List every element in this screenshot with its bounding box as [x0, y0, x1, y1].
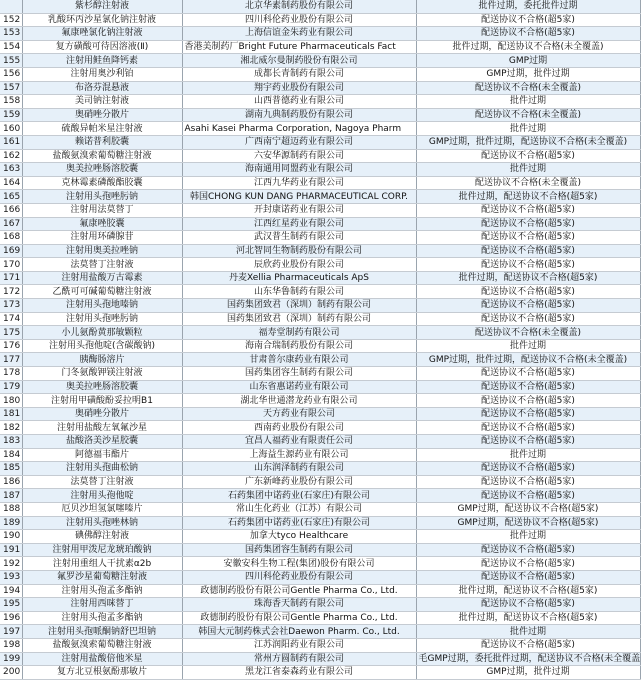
- reason-cell: GMP过期，配送协议不合格(超5家): [416, 502, 640, 516]
- manufacturer-cell: 上海益生源药业有限公司: [182, 448, 416, 462]
- reason-cell: 批件过期，配送协议不合格(超5家): [416, 190, 640, 204]
- reason-cell: 配送协议不合格(超5家): [416, 638, 640, 652]
- reason-cell: GMP过期，批件过期，配送协议不合格(未全覆盖): [416, 353, 640, 367]
- reason-cell: 批件过期，配送协议不合格(超5家): [416, 611, 640, 625]
- reason-cell: 配送协议不合格(超5家): [416, 27, 640, 41]
- row-number-cell: 185: [0, 462, 22, 476]
- row-number-cell: 192: [0, 557, 22, 571]
- drug-name-cell: 复方磺酸可待因溶液(Ⅱ): [22, 40, 182, 54]
- table-row: [0, 502, 640, 516]
- manufacturer-cell: 武汉普生制药有限公司: [182, 231, 416, 245]
- table-row: [0, 475, 640, 489]
- table-row: [0, 217, 640, 231]
- row-number-cell: 195: [0, 598, 22, 612]
- reason-cell: GMP过期，批件过期: [416, 67, 640, 81]
- table-row: [0, 326, 640, 340]
- manufacturer-cell: 珠海香天制药有限公司: [182, 598, 416, 612]
- drug-name-cell: 注射用头孢曲松钠: [22, 462, 182, 476]
- drug-name-cell: 氟康唑氯化钠注射液: [22, 27, 182, 41]
- reason-cell: 批件过期，委托批件过期: [416, 0, 640, 13]
- manufacturer-cell: 香港美制药厂Bright Future Pharmaceuticals Fact: [182, 40, 416, 54]
- reason-cell: 配送协议不合格(超5家): [416, 244, 640, 258]
- drug-name-cell: 注射用头孢他啶: [22, 489, 182, 503]
- table-row: [0, 176, 640, 190]
- manufacturer-cell: 甘肃普尔康药业有限公司: [182, 353, 416, 367]
- table-row: [0, 638, 640, 652]
- row-number-cell: 169: [0, 244, 22, 258]
- drug-name-cell: 碘佛醇注射液: [22, 530, 182, 544]
- row-number-cell: 193: [0, 570, 22, 584]
- drug-name-cell: 奥美拉唑肠溶胶囊: [22, 163, 182, 177]
- reason-cell: 配送协议不合格(未全覆盖): [416, 326, 640, 340]
- row-number-cell: 153: [0, 27, 22, 41]
- manufacturer-cell: 成都长青制药有限公司: [182, 67, 416, 81]
- table-row: [0, 462, 640, 476]
- manufacturer-cell: 石药集团中诺药业(石家庄)有限公司: [182, 489, 416, 503]
- table-row: [0, 312, 640, 326]
- table-row: [0, 380, 640, 394]
- manufacturer-cell: 四川科伦药业股份有限公司: [182, 13, 416, 27]
- row-number-cell: 194: [0, 584, 22, 598]
- reason-cell: 批件过期: [416, 163, 640, 177]
- drug-name-cell: 注射用头孢孟多酯钠: [22, 611, 182, 625]
- manufacturer-cell: 江苏润阳药业有限公司: [182, 638, 416, 652]
- table-row: [0, 108, 640, 122]
- table-row: [0, 448, 640, 462]
- reason-cell: 配送协议不合格(超5家): [416, 435, 640, 449]
- table-row: [0, 13, 640, 27]
- drug-name-cell: 硫酸异帕米星注射液: [22, 122, 182, 136]
- reason-cell: 批件过期: [416, 122, 640, 136]
- row-number-cell: 186: [0, 475, 22, 489]
- manufacturer-cell: 丹麦Xellia Pharmaceuticals ApS: [182, 271, 416, 285]
- reason-cell: 配送协议不合格(未全覆盖): [416, 81, 640, 95]
- table-row: [0, 40, 640, 54]
- reason-cell: 配送协议不合格(超5家): [416, 203, 640, 217]
- reason-cell: 配送协议不合格(未全覆盖): [416, 108, 640, 122]
- manufacturer-cell: 加拿大tyco Healthcare: [182, 530, 416, 544]
- manufacturer-cell: 天方药业有限公司: [182, 407, 416, 421]
- row-number-cell: 179: [0, 380, 22, 394]
- manufacturer-cell: 海南通用同盟药业有限公司: [182, 163, 416, 177]
- reason-cell: 配送协议不合格(超5家): [416, 543, 640, 557]
- reason-cell: 配送协议不合格(超5家): [416, 407, 640, 421]
- drug-name-cell: 注射用奥沙利铂: [22, 67, 182, 81]
- reason-cell: 配送协议不合格(超5家): [416, 231, 640, 245]
- row-number-cell: 188: [0, 502, 22, 516]
- drug-name-cell: 注射用盐酸倍他米星: [22, 652, 182, 666]
- row-number-cell: 171: [0, 271, 22, 285]
- table-row: [0, 122, 640, 136]
- drug-name-cell: 厄贝沙坦氢氯噻嗪片: [22, 502, 182, 516]
- reason-cell: 批件过期: [416, 339, 640, 353]
- table-row: [0, 489, 640, 503]
- drug-name-cell: 小儿氨酚黄那敏颗粒: [22, 326, 182, 340]
- row-number-cell: 187: [0, 489, 22, 503]
- reason-cell: 配送协议不合格(超5家): [416, 462, 640, 476]
- manufacturer-cell: 宜昌人福药业有限责任公司: [182, 435, 416, 449]
- reason-cell: 批件过期: [416, 448, 640, 462]
- drug-name-cell: 注射用奥美拉唑钠: [22, 244, 182, 258]
- row-number-cell: 181: [0, 407, 22, 421]
- row-number-cell: 197: [0, 625, 22, 639]
- row-number-cell: 182: [0, 421, 22, 435]
- table-row: [0, 81, 640, 95]
- drug-name-cell: 奥美拉唑肠溶胶囊: [22, 380, 182, 394]
- row-number-cell: 165: [0, 190, 22, 204]
- table-row: [0, 0, 640, 13]
- reason-cell: GMP过期，配送协议不合格(超5家): [416, 516, 640, 530]
- row-number-cell: 172: [0, 285, 22, 299]
- table-row: [0, 27, 640, 41]
- row-number-cell: [0, 0, 22, 13]
- manufacturer-cell: 河北智同生物制药股份有限公司: [182, 244, 416, 258]
- manufacturer-cell: 北京华素制药股份有限公司: [182, 0, 416, 13]
- manufacturer-cell: 福寿堂制药有限公司: [182, 326, 416, 340]
- row-number-cell: 166: [0, 203, 22, 217]
- drug-name-cell: 注射用头孢唑林钠: [22, 516, 182, 530]
- manufacturer-cell: 政德制药股份有限公司Gentle Pharma Co., Ltd.: [182, 584, 416, 598]
- drug-name-cell: 注射用甲泼尼龙琥珀酸钠: [22, 543, 182, 557]
- row-number-cell: 177: [0, 353, 22, 367]
- row-number-cell: 184: [0, 448, 22, 462]
- manufacturer-cell: 山东省惠诺药业有限公司: [182, 380, 416, 394]
- table-row: [0, 570, 640, 584]
- drug-name-cell: 注射用重组人干扰素α2b: [22, 557, 182, 571]
- manufacturer-cell: 山东华鲁制药有限公司: [182, 285, 416, 299]
- manufacturer-cell: 广东新峰药业股份有限公司: [182, 475, 416, 489]
- reason-cell: 配送协议不合格(超5家): [416, 299, 640, 313]
- reason-cell: 配送协议不合格(超5家): [416, 570, 640, 584]
- table-row: [0, 516, 640, 530]
- row-number-cell: 183: [0, 435, 22, 449]
- table-row: [0, 530, 640, 544]
- drug-name-cell: 盐酸氨溴索葡萄糖注射液: [22, 638, 182, 652]
- table-row: [0, 435, 640, 449]
- table-row: [0, 611, 640, 625]
- manufacturer-cell: Asahi Kasei Pharma Corporation, Nagoya Pharm: [182, 122, 416, 136]
- manufacturer-cell: 韩国大元制药株式会社Daewon Pharm. Co., Ltd.: [182, 625, 416, 639]
- reason-cell: 毛GMP过期，委托批件过期，配送协议不合格(未全覆盖: [416, 652, 640, 666]
- table-row: [0, 271, 640, 285]
- table-row: [0, 299, 640, 313]
- manufacturer-cell: 上海信谊金朱药业有限公司: [182, 27, 416, 41]
- drug-name-cell: 注射用西咪替丁: [22, 598, 182, 612]
- row-number-cell: 168: [0, 231, 22, 245]
- manufacturer-cell: 广西南宁超迈药业有限公司: [182, 135, 416, 149]
- manufacturer-cell: 西南药业股份有限公司: [182, 421, 416, 435]
- reason-cell: 配送协议不合格(超5家): [416, 475, 640, 489]
- manufacturer-cell: 韩国CHONG KUN DANG PHARMACEUTICAL CORP.: [182, 190, 416, 204]
- manufacturer-cell: 石药集团中诺药业(石家庄)有限公司: [182, 516, 416, 530]
- drug-name-cell: 氟康唑胶囊: [22, 217, 182, 231]
- reason-cell: 配送协议不合格(超5家): [416, 421, 640, 435]
- row-number-cell: 198: [0, 638, 22, 652]
- reason-cell: 批件过期: [416, 95, 640, 109]
- drug-name-cell: 奥硝唑分散片: [22, 108, 182, 122]
- manufacturer-cell: 翔宇药业股份有限公司: [182, 81, 416, 95]
- row-number-cell: 176: [0, 339, 22, 353]
- row-number-cell: 157: [0, 81, 22, 95]
- table-row: [0, 163, 640, 177]
- manufacturer-cell: 国药集团容生制药有限公司: [182, 367, 416, 381]
- table-row: [0, 557, 640, 571]
- drug-name-cell: 注射用头孢唑肟钠: [22, 190, 182, 204]
- reason-cell: GMP过期，批件过期，配送协议不合格(未全覆盖): [416, 135, 640, 149]
- table-row: [0, 95, 640, 109]
- row-number-cell: 196: [0, 611, 22, 625]
- row-number-cell: 173: [0, 299, 22, 313]
- manufacturer-cell: 江西红星药业有限公司: [182, 217, 416, 231]
- table-row: [0, 367, 640, 381]
- drug-name-cell: 胰酶肠溶片: [22, 353, 182, 367]
- manufacturer-cell: 湖北华世通潜龙药业有限公司: [182, 394, 416, 408]
- manufacturer-cell: 开封康诺药业有限公司: [182, 203, 416, 217]
- drug-name-cell: 注射用头孢地嗪钠: [22, 299, 182, 313]
- manufacturer-cell: 黑龙江省泰森药业有限公司: [182, 666, 416, 680]
- drug-name-cell: 布洛芬混悬液: [22, 81, 182, 95]
- table-row: [0, 598, 640, 612]
- reason-cell: 配送协议不合格(超5家): [416, 312, 640, 326]
- drug-name-cell: 注射用头孢他啶(含碳酸钠): [22, 339, 182, 353]
- table-row: [0, 625, 640, 639]
- row-number-cell: 170: [0, 258, 22, 272]
- table-row: [0, 258, 640, 272]
- table-row: [0, 203, 640, 217]
- manufacturer-cell: 山东润泽制药有限公司: [182, 462, 416, 476]
- manufacturer-cell: 六安华源制药有限公司: [182, 149, 416, 163]
- manufacturer-cell: 江西九华药业有限公司: [182, 176, 416, 190]
- drug-name-cell: 紫杉醇注射液: [22, 0, 182, 13]
- table-row: [0, 339, 640, 353]
- reason-cell: 配送协议不合格(超5家): [416, 285, 640, 299]
- drug-name-cell: 注射用法莫替丁: [22, 203, 182, 217]
- table-row: [0, 421, 640, 435]
- drug-name-cell: 盐酸洛美沙星胶囊: [22, 435, 182, 449]
- reason-cell: 配送协议不合格(超5家): [416, 367, 640, 381]
- row-number-cell: 167: [0, 217, 22, 231]
- table-row: [0, 652, 640, 666]
- drug-name-cell: 注射用鲑鱼降钙素: [22, 54, 182, 68]
- row-number-cell: 200: [0, 666, 22, 680]
- manufacturer-cell: 湖南九典制药股份有限公司: [182, 108, 416, 122]
- drug-name-cell: 注射用头孢孟多酯钠: [22, 584, 182, 598]
- reason-cell: 配送协议不合格(超5家): [416, 258, 640, 272]
- table-row: [0, 231, 640, 245]
- row-number-cell: 178: [0, 367, 22, 381]
- reason-cell: 配送协议不合格(超5家): [416, 217, 640, 231]
- row-number-cell: 164: [0, 176, 22, 190]
- table-row: [0, 190, 640, 204]
- reason-cell: 配送协议不合格(超5家): [416, 489, 640, 503]
- row-number-cell: 162: [0, 149, 22, 163]
- drug-name-cell: 注射用头孢哌酮钠舒巴坦钠: [22, 625, 182, 639]
- drug-name-cell: 乙酰可可碱葡萄糖注射液: [22, 285, 182, 299]
- drug-name-cell: 注射用头孢唑肟钠: [22, 312, 182, 326]
- drug-name-cell: 美司钠注射液: [22, 95, 182, 109]
- row-number-cell: 199: [0, 652, 22, 666]
- reason-cell: 批件过期，配送协议不合格(超5家): [416, 584, 640, 598]
- table-row: [0, 244, 640, 258]
- drug-name-cell: 法莫替丁注射液: [22, 258, 182, 272]
- drug-name-cell: 赖诺普利胶囊: [22, 135, 182, 149]
- row-number-cell: 154: [0, 40, 22, 54]
- row-number-cell: 174: [0, 312, 22, 326]
- table-row: [0, 54, 640, 68]
- manufacturer-cell: 湘北威尔曼制药股份有限公司: [182, 54, 416, 68]
- reason-cell: 批件过期: [416, 530, 640, 544]
- drug-name-cell: 克林霉素磷酸酯胶囊: [22, 176, 182, 190]
- manufacturer-cell: 海南合瑞制药股份有限公司: [182, 339, 416, 353]
- reason-cell: 配送协议不合格(超5家): [416, 13, 640, 27]
- manufacturer-cell: 辰欣药业股份有限公司: [182, 258, 416, 272]
- manufacturer-cell: 政德制药股份有限公司Gentle Pharma Co., Ltd.: [182, 611, 416, 625]
- row-number-cell: 160: [0, 122, 22, 136]
- table-row: [0, 543, 640, 557]
- row-number-cell: 159: [0, 108, 22, 122]
- drug-name-cell: 阿德福韦酯片: [22, 448, 182, 462]
- reason-cell: GMP过期: [416, 54, 640, 68]
- table-row: [0, 149, 640, 163]
- table-row: [0, 285, 640, 299]
- drug-name-cell: 注射用甲磺酸酚妥拉明B1: [22, 394, 182, 408]
- row-number-cell: 156: [0, 67, 22, 81]
- reason-cell: 配送协议不合格(超5家): [416, 380, 640, 394]
- row-number-cell: 189: [0, 516, 22, 530]
- drug-name-cell: 注射用盐酸万古霉素: [22, 271, 182, 285]
- drug-name-cell: 盐酸氨溴索葡萄糖注射液: [22, 149, 182, 163]
- manufacturer-cell: 国药集团致君（深圳）制药有限公司: [182, 299, 416, 313]
- row-number-cell: 155: [0, 54, 22, 68]
- reason-cell: 配送协议不合格(超5家): [416, 557, 640, 571]
- table-row: [0, 584, 640, 598]
- drug-name-cell: 法莫替丁注射液: [22, 475, 182, 489]
- reason-cell: 批件过期，配送协议不合格(未全覆盖): [416, 40, 640, 54]
- row-number-cell: 190: [0, 530, 22, 544]
- drug-name-cell: 注射用环磷腺苷: [22, 231, 182, 245]
- manufacturer-cell: 四川科伦药业股份有限公司: [182, 570, 416, 584]
- row-number-cell: 158: [0, 95, 22, 109]
- row-number-cell: 191: [0, 543, 22, 557]
- drug-name-cell: 门冬氨酸钾镁注射液: [22, 367, 182, 381]
- reason-cell: GMP过期，批件过期: [416, 666, 640, 680]
- reason-cell: 配送协议不合格(超5家): [416, 598, 640, 612]
- drug-name-cell: 复方北豆根氨酚那敏片: [22, 666, 182, 680]
- table-row: [0, 67, 640, 81]
- table-row: [0, 394, 640, 408]
- row-number-cell: 152: [0, 13, 22, 27]
- manufacturer-cell: 常州方圆制药有限公司: [182, 652, 416, 666]
- row-number-cell: 180: [0, 394, 22, 408]
- manufacturer-cell: 国药集团致君（深圳）制药有限公司: [182, 312, 416, 326]
- reason-cell: 配送协议不合格(超5家): [416, 149, 640, 163]
- row-number-cell: 161: [0, 135, 22, 149]
- drug-name-cell: 氟罗沙星葡萄糖注射液: [22, 570, 182, 584]
- reason-cell: 配送协议不合格(未全覆盖): [416, 176, 640, 190]
- row-number-cell: 163: [0, 163, 22, 177]
- table-row: [0, 666, 640, 680]
- reason-cell: 批件过期: [416, 625, 640, 639]
- manufacturer-cell: 常山生化药业（江苏）有限公司: [182, 502, 416, 516]
- manufacturer-cell: 山西普德药业有限公司: [182, 95, 416, 109]
- reason-cell: 批件过期，配送协议不合格(超5家): [416, 271, 640, 285]
- manufacturer-cell: 安徽安科生物工程(集团)股份有限公司: [182, 557, 416, 571]
- reason-cell: 配送协议不合格(超5家): [416, 394, 640, 408]
- row-number-cell: 175: [0, 326, 22, 340]
- manufacturer-cell: 国药集团容生制药有限公司: [182, 543, 416, 557]
- table-row: [0, 407, 640, 421]
- drug-name-cell: 奥硝唑分散片: [22, 407, 182, 421]
- drug-name-cell: 注射用盐酸左氧氟沙星: [22, 421, 182, 435]
- drug-name-cell: 乳酸环丙沙星氯化钠注射液: [22, 13, 182, 27]
- table-row: [0, 353, 640, 367]
- table-row: [0, 135, 640, 149]
